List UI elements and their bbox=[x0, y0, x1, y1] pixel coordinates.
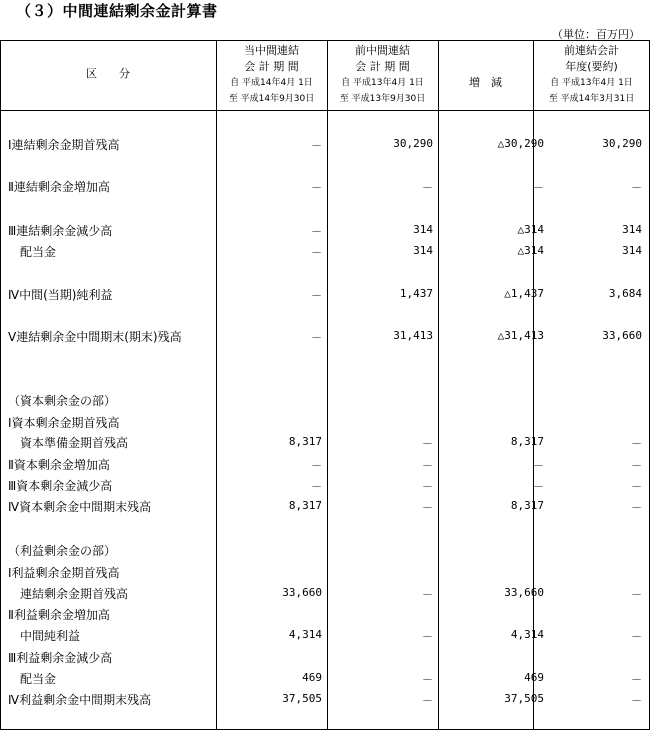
row-value: － bbox=[631, 480, 642, 493]
header-period-to: 至 平成14年9月30日 bbox=[228, 94, 315, 104]
row-value: 37,505 bbox=[504, 692, 544, 705]
row-label: 配当金 bbox=[8, 672, 57, 686]
row-value: － bbox=[422, 694, 433, 707]
row-value: － bbox=[311, 459, 322, 472]
row-value: － bbox=[311, 289, 322, 302]
header-prior-interim bbox=[327, 43, 438, 107]
row-label: Ⅳ中間(当期)純利益 bbox=[8, 288, 113, 302]
header-change bbox=[438, 75, 533, 91]
header-period-from: 自 平成13年4月 1日 bbox=[341, 78, 424, 88]
row-value: － bbox=[311, 480, 322, 493]
header-category bbox=[0, 66, 216, 82]
row-value: 30,290 bbox=[602, 137, 642, 150]
header-line: 前連結会計 bbox=[564, 44, 619, 57]
row-label: （資本剰余金の部） bbox=[8, 394, 117, 408]
row-value: － bbox=[631, 588, 642, 601]
row-value: － bbox=[311, 246, 322, 259]
row-value: 314 bbox=[413, 244, 433, 257]
row-label: Ⅰ資本剰余金期首残高 bbox=[8, 416, 120, 430]
row-label: 資本準備金期首残高 bbox=[8, 436, 129, 450]
header-prior-fiscal-year bbox=[533, 43, 650, 107]
row-value: － bbox=[422, 673, 433, 686]
column-divider bbox=[438, 40, 439, 730]
page-title: （３）中間連結剰余金計算書 bbox=[16, 2, 218, 20]
row-label: Ⅱ利益剰余金増加高 bbox=[8, 608, 110, 622]
column-divider bbox=[216, 40, 217, 730]
column-divider bbox=[327, 40, 328, 730]
row-value: － bbox=[631, 181, 642, 194]
header-line: 前中間連結 bbox=[355, 44, 410, 57]
row-value: － bbox=[422, 501, 433, 514]
row-label: Ⅰ連結剰余金期首残高 bbox=[8, 138, 120, 152]
header-current-interim bbox=[216, 43, 327, 107]
row-value: 8,317 bbox=[510, 499, 544, 512]
row-value: 8,317 bbox=[510, 435, 544, 448]
header-line: 年度(要約) bbox=[565, 60, 618, 73]
row-value: △1,437 bbox=[504, 287, 544, 300]
row-value: 314 bbox=[413, 223, 433, 236]
row-label: Ⅱ連結剰余金増加高 bbox=[8, 180, 110, 194]
row-value: － bbox=[631, 630, 642, 643]
row-value: 8,317 bbox=[288, 499, 322, 512]
header-period-to: 至 平成13年9月30日 bbox=[339, 94, 426, 104]
header-period-to: 至 平成14年3月31日 bbox=[548, 94, 635, 104]
row-value: － bbox=[311, 181, 322, 194]
row-value: 4,314 bbox=[510, 628, 544, 641]
row-label: Ⅱ資本剰余金増加高 bbox=[8, 458, 110, 472]
header-line: 会 計 期 間 bbox=[244, 60, 299, 73]
header-line: 会 計 期 間 bbox=[355, 60, 410, 73]
row-value: － bbox=[631, 459, 642, 472]
header-line: 当中間連結 bbox=[244, 44, 299, 57]
row-label: 中間純利益 bbox=[8, 629, 81, 643]
row-label: 連結剰余金期首残高 bbox=[8, 587, 129, 601]
row-value: 30,290 bbox=[393, 137, 433, 150]
row-value: △314 bbox=[517, 223, 544, 236]
row-label: Ⅲ利益剰余金減少高 bbox=[8, 651, 113, 665]
row-value: 3,684 bbox=[608, 287, 642, 300]
unit-note: （単位：百万円） bbox=[552, 28, 640, 41]
row-value: － bbox=[422, 437, 433, 450]
row-value: － bbox=[422, 630, 433, 643]
row-label: Ⅳ利益剰余金中間期末残高 bbox=[8, 693, 152, 707]
row-value: － bbox=[533, 459, 544, 472]
row-value: 314 bbox=[622, 223, 642, 236]
row-value: 1,437 bbox=[399, 287, 433, 300]
header-period-from: 自 平成13年4月 1日 bbox=[550, 78, 633, 88]
row-label: Ⅲ連結剰余金減少高 bbox=[8, 224, 113, 238]
row-value: 4,314 bbox=[288, 628, 322, 641]
header-period-from: 自 平成14年4月 1日 bbox=[230, 78, 313, 88]
row-label: 配当金 bbox=[8, 245, 57, 259]
row-label: Ⅳ資本剰余金中間期末残高 bbox=[8, 500, 152, 514]
row-label: （利益剰余金の部） bbox=[8, 544, 117, 558]
row-value: － bbox=[631, 501, 642, 514]
row-value: － bbox=[533, 480, 544, 493]
row-value: － bbox=[311, 225, 322, 238]
header-line: 増 減 bbox=[469, 76, 502, 89]
row-value: 33,660 bbox=[602, 329, 642, 342]
row-value: △314 bbox=[517, 244, 544, 257]
row-value: － bbox=[422, 181, 433, 194]
row-value: － bbox=[631, 694, 642, 707]
header-divider bbox=[0, 110, 650, 111]
row-value: 314 bbox=[622, 244, 642, 257]
row-value: － bbox=[422, 588, 433, 601]
row-value: 31,413 bbox=[393, 329, 433, 342]
row-label: Ⅴ連結剰余金中間期末(期末)残高 bbox=[8, 330, 182, 344]
row-value: △30,290 bbox=[497, 137, 544, 150]
row-value: － bbox=[422, 480, 433, 493]
header-category-label: 区 分 bbox=[86, 67, 130, 80]
row-value: 33,660 bbox=[282, 586, 322, 599]
row-value: 469 bbox=[524, 671, 544, 684]
row-label: Ⅲ資本剰余金減少高 bbox=[8, 479, 113, 493]
row-value: － bbox=[311, 139, 322, 152]
row-value: 8,317 bbox=[288, 435, 322, 448]
row-value: 33,660 bbox=[504, 586, 544, 599]
row-value: － bbox=[422, 459, 433, 472]
row-label: Ⅰ利益剰余金期首残高 bbox=[8, 566, 120, 580]
row-value: － bbox=[631, 437, 642, 450]
row-value: 469 bbox=[302, 671, 322, 684]
row-value: － bbox=[311, 331, 322, 344]
row-value: － bbox=[533, 181, 544, 194]
row-value: 37,505 bbox=[282, 692, 322, 705]
row-value: － bbox=[631, 673, 642, 686]
row-value: △31,413 bbox=[497, 329, 544, 342]
